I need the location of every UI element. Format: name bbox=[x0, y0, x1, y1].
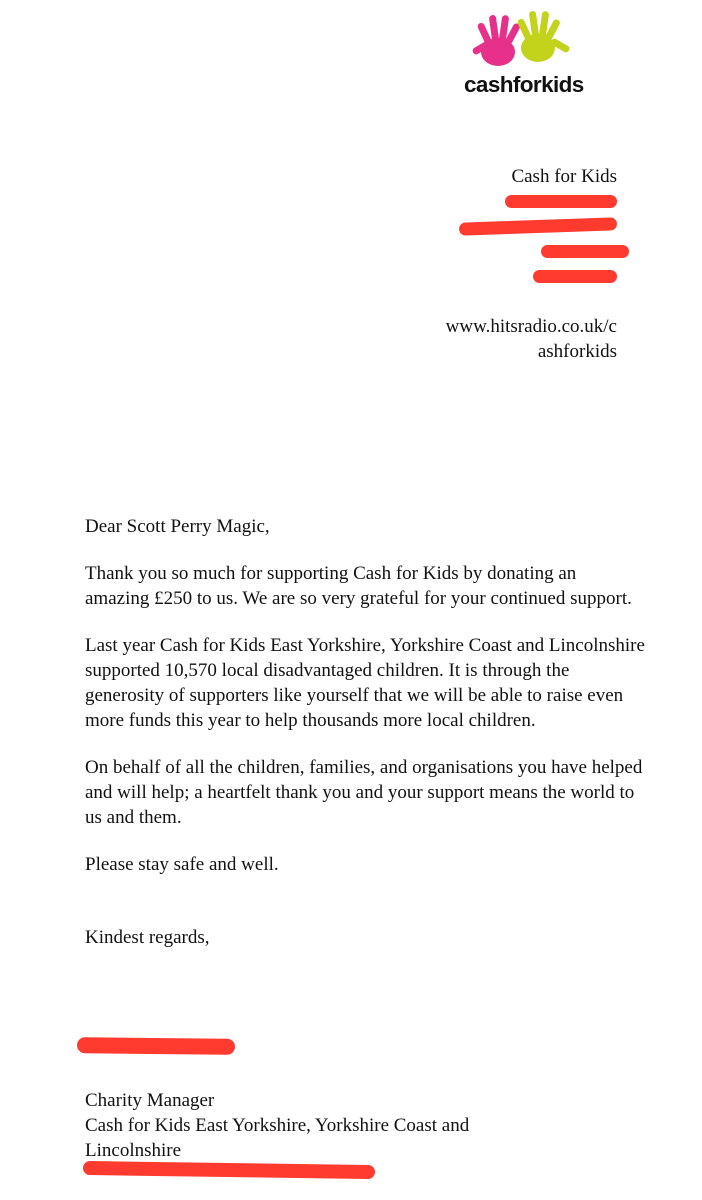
closing: Kindest regards, bbox=[85, 927, 210, 948]
redacted-address-line bbox=[511, 189, 617, 214]
redacted-address-line bbox=[511, 214, 617, 239]
paragraph-1: Thank you so much for supporting Cash for Kids by donating an amazing £250 to us. We are so very grateful for your continued support. bbox=[85, 563, 632, 609]
hands-logo-icon bbox=[470, 8, 620, 72]
website-line-1: www.hitsradio.co.uk/c bbox=[445, 316, 617, 337]
redacted-address-line bbox=[511, 264, 617, 289]
redacted-contact-line bbox=[83, 1161, 375, 1179]
letter-body bbox=[85, 514, 645, 972]
redacted-address-line bbox=[511, 239, 617, 264]
signoff-block bbox=[85, 1088, 645, 1163]
website-line-2: ashforkids bbox=[537, 341, 617, 362]
sender-name: Cash for Kids bbox=[511, 166, 617, 187]
salutation: Dear Scott Perry Magic, bbox=[85, 516, 270, 537]
paragraph-4: Please stay safe and well. bbox=[85, 854, 279, 875]
signoff-org-line-1: Cash for Kids East Yorkshire, Yorkshire Coast and bbox=[85, 1115, 470, 1136]
sender-address bbox=[511, 164, 617, 289]
website-address bbox=[446, 314, 617, 364]
redacted-signature-name bbox=[77, 1037, 235, 1055]
paragraph-2: Last year Cash for Kids East Yorkshire, Yorkshire Coast and Lincolnshire supported 10,570 local disadvantaged children. It is through the generosity of supporters like yourself that we will be able to raise even more funds this year to help thousands more local children. bbox=[85, 635, 645, 731]
signoff-title: Charity Manager bbox=[85, 1090, 215, 1111]
cashforkids-logo bbox=[462, 8, 622, 100]
paragraph-3: On behalf of all the children, families, and organisations you have helped and will help; a heartfelt thank you and your support means the world to us and them. bbox=[85, 757, 643, 828]
signoff-org-line-2: Lincolnshire bbox=[85, 1140, 182, 1161]
logo-text: cashforkids bbox=[464, 72, 584, 97]
